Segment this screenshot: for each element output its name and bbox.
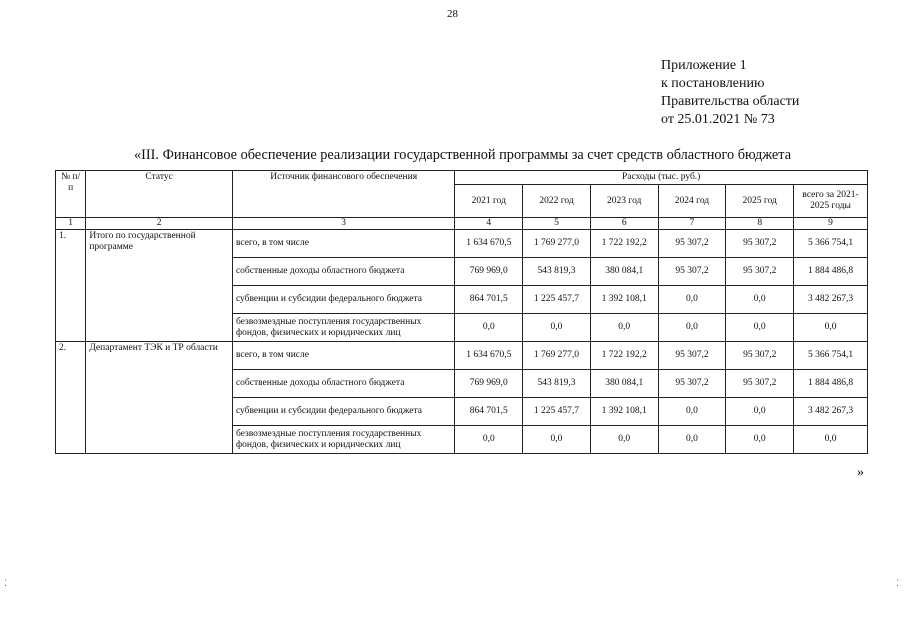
value-cell: 3 482 267,3 bbox=[794, 286, 868, 314]
header-year-2024: 2024 год bbox=[658, 185, 726, 218]
value-cell: 543 819,3 bbox=[523, 370, 591, 398]
column-number: 2 bbox=[86, 218, 233, 230]
column-number: 7 bbox=[658, 218, 726, 230]
column-number: 9 bbox=[794, 218, 868, 230]
value-cell: 1 769 277,0 bbox=[523, 342, 591, 370]
value-cell: 0,0 bbox=[590, 426, 658, 454]
appendix-line-3: Правительства области bbox=[661, 94, 800, 109]
value-cell: 0,0 bbox=[794, 314, 868, 342]
header-year-2023: 2023 год bbox=[590, 185, 658, 218]
scan-mark-right: ⁚ bbox=[896, 578, 899, 588]
page-number: 28 bbox=[447, 8, 458, 20]
scan-mark-left: ⁚ bbox=[4, 578, 7, 588]
column-number: 1 bbox=[56, 218, 86, 230]
value-cell: 1 884 486,8 bbox=[794, 258, 868, 286]
value-cell: 1 634 670,5 bbox=[455, 342, 523, 370]
header-status: Статус bbox=[86, 171, 233, 218]
value-cell: 0,0 bbox=[794, 426, 868, 454]
row-status: Департамент ТЭК и ТР области bbox=[86, 342, 233, 454]
value-cell: 95 307,2 bbox=[658, 370, 726, 398]
row-source: безвозмездные поступления государственных фондов, физических и юридических лиц bbox=[232, 314, 454, 342]
header-expenses: Расходы (тыс. руб.) bbox=[455, 171, 868, 185]
row-source: собственные доходы областного бюджета bbox=[232, 370, 454, 398]
header-row-main bbox=[56, 171, 868, 185]
value-cell: 0,0 bbox=[590, 314, 658, 342]
row-status: Итого по государственной программе bbox=[86, 230, 233, 342]
value-cell: 769 969,0 bbox=[455, 370, 523, 398]
value-cell: 95 307,2 bbox=[726, 342, 794, 370]
value-cell: 769 969,0 bbox=[455, 258, 523, 286]
value-cell: 0,0 bbox=[658, 426, 726, 454]
column-number: 5 bbox=[523, 218, 591, 230]
value-cell: 1 634 670,5 bbox=[455, 230, 523, 258]
row-source: субвенции и субсидии федерального бюджета bbox=[232, 286, 454, 314]
row-source: всего, в том числе bbox=[232, 230, 454, 258]
header-no: № п/п bbox=[56, 171, 86, 218]
value-cell: 0,0 bbox=[455, 314, 523, 342]
column-number: 4 bbox=[455, 218, 523, 230]
appendix-line-4: от 25.01.2021 № 73 bbox=[661, 112, 775, 127]
value-cell: 5 366 754,1 bbox=[794, 230, 868, 258]
table-row bbox=[56, 230, 868, 258]
value-cell: 0,0 bbox=[658, 286, 726, 314]
value-cell: 1 392 108,1 bbox=[590, 398, 658, 426]
value-cell: 1 225 457,7 bbox=[523, 286, 591, 314]
appendix-line-1: Приложение 1 bbox=[661, 58, 747, 73]
row-number: 1. bbox=[56, 230, 86, 342]
header-year-2025: 2025 год bbox=[726, 185, 794, 218]
value-cell: 95 307,2 bbox=[726, 230, 794, 258]
closing-quote: » bbox=[857, 465, 864, 480]
value-cell: 1 722 192,2 bbox=[590, 230, 658, 258]
value-cell: 0,0 bbox=[726, 314, 794, 342]
header-total: всего за 2021-2025 годы bbox=[794, 185, 868, 218]
value-cell: 0,0 bbox=[726, 398, 794, 426]
header-year-2021: 2021 год bbox=[455, 185, 523, 218]
value-cell: 1 722 192,2 bbox=[590, 342, 658, 370]
table-row bbox=[56, 342, 868, 370]
value-cell: 0,0 bbox=[658, 314, 726, 342]
appendix-line-2: к постановлению bbox=[661, 76, 765, 91]
row-source: субвенции и субсидии федерального бюджета bbox=[232, 398, 454, 426]
value-cell: 95 307,2 bbox=[658, 230, 726, 258]
row-number: 2. bbox=[56, 342, 86, 454]
finance-table bbox=[55, 170, 868, 454]
column-number: 8 bbox=[726, 218, 794, 230]
appendix-block bbox=[661, 57, 799, 129]
value-cell: 380 084,1 bbox=[590, 258, 658, 286]
value-cell: 95 307,2 bbox=[658, 342, 726, 370]
column-number-row bbox=[56, 218, 868, 230]
value-cell: 0,0 bbox=[523, 314, 591, 342]
row-source: всего, в том числе bbox=[232, 342, 454, 370]
header-source: Источник финансового обеспечения bbox=[232, 171, 454, 218]
value-cell: 95 307,2 bbox=[726, 370, 794, 398]
value-cell: 0,0 bbox=[726, 426, 794, 454]
value-cell: 5 366 754,1 bbox=[794, 342, 868, 370]
value-cell: 0,0 bbox=[726, 286, 794, 314]
value-cell: 380 084,1 bbox=[590, 370, 658, 398]
value-cell: 95 307,2 bbox=[726, 258, 794, 286]
value-cell: 95 307,2 bbox=[658, 258, 726, 286]
value-cell: 864 701,5 bbox=[455, 398, 523, 426]
value-cell: 543 819,3 bbox=[523, 258, 591, 286]
column-number: 3 bbox=[232, 218, 454, 230]
row-source: безвозмездные поступления государственных фондов, физических и юридических лиц bbox=[232, 426, 454, 454]
value-cell: 3 482 267,3 bbox=[794, 398, 868, 426]
value-cell: 0,0 bbox=[658, 398, 726, 426]
row-source: собственные доходы областного бюджета bbox=[232, 258, 454, 286]
value-cell: 1 769 277,0 bbox=[523, 230, 591, 258]
header-year-2022: 2022 год bbox=[523, 185, 591, 218]
value-cell: 0,0 bbox=[523, 426, 591, 454]
value-cell: 1 392 108,1 bbox=[590, 286, 658, 314]
value-cell: 0,0 bbox=[455, 426, 523, 454]
value-cell: 1 225 457,7 bbox=[523, 398, 591, 426]
document-title: «III. Финансовое обеспечение реализации государственной программы за счет средств областного бюджета bbox=[134, 147, 792, 163]
value-cell: 1 884 486,8 bbox=[794, 370, 868, 398]
value-cell: 864 701,5 bbox=[455, 286, 523, 314]
column-number: 6 bbox=[590, 218, 658, 230]
